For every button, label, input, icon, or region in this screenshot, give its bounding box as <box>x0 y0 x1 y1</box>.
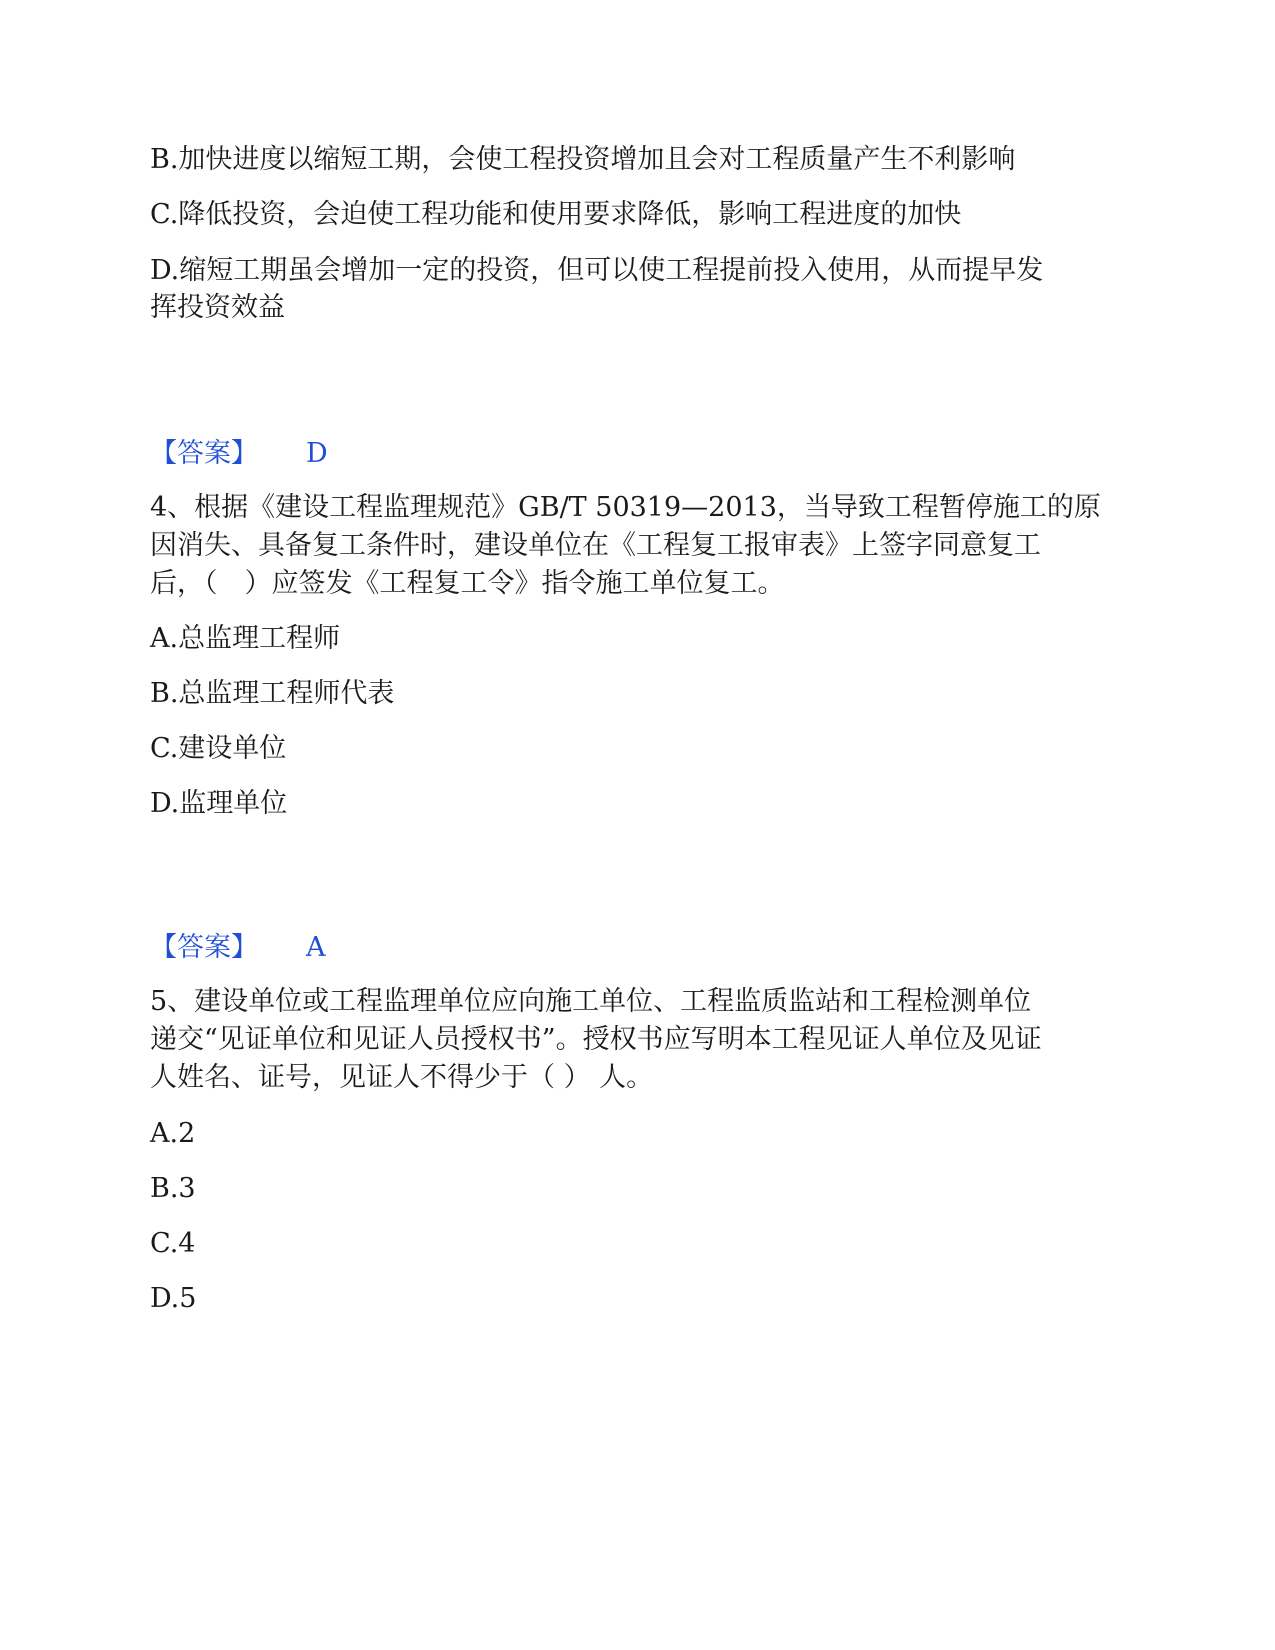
q5-option-b: B.3 <box>150 1173 196 1204</box>
q4-option-a: A.总监理工程师 <box>150 623 341 654</box>
answer-label: 【答案】 <box>150 438 258 469</box>
q3-option-c: C.降低投资，会迫使工程功能和使用要求降低，影响工程进度的加快 <box>150 199 962 230</box>
q4-option-c: C.建设单位 <box>150 733 287 764</box>
q5-stem-line2: 递交“见证单位和见证人员授权书”。授权书应写明本工程见证人单位及见证 <box>150 1024 1042 1055</box>
q3-answer <box>150 435 328 473</box>
answer-label: 【答案】 <box>150 932 258 963</box>
answer-value: D <box>306 438 328 469</box>
q5-option-a: A.2 <box>150 1118 196 1149</box>
q5-option-d: D.5 <box>150 1283 197 1314</box>
q4-stem-line3: 后，（ ）应签发《工程复工令》指令施工单位复工。 <box>150 568 785 599</box>
q4-stem-line2: 因消失、具备复工条件时，建设单位在《工程复工报审表》上签字同意复工 <box>150 530 1041 561</box>
q3-option-d-line1: D.缩短工期虽会增加一定的投资，但可以使工程提前投入使用，从而提早发 <box>150 255 1044 286</box>
q5-stem-line3: 人姓名、证号，见证人不得少于（ ） 人。 <box>150 1062 654 1093</box>
q5-stem-line1: 5、建设单位或工程监理单位应向施工单位、工程监质监站和工程检测单位 <box>150 986 1032 1017</box>
q5-option-c: C.4 <box>150 1228 196 1259</box>
q4-option-d: D.监理单位 <box>150 788 288 819</box>
q4-option-b: B.总监理工程师代表 <box>150 678 395 709</box>
q4-stem-line1: 4、根据《建设工程监理规范》GB/T 50319—2013，当导致工程暂停施工的原 <box>150 492 1101 523</box>
q4-answer <box>150 929 326 967</box>
answer-value: A <box>306 932 326 963</box>
q3-option-b: B.加快进度以缩短工期，会使工程投资增加且会对工程质量产生不利影响 <box>150 144 1016 175</box>
q3-option-d-line2: 挥投资效益 <box>150 292 285 323</box>
